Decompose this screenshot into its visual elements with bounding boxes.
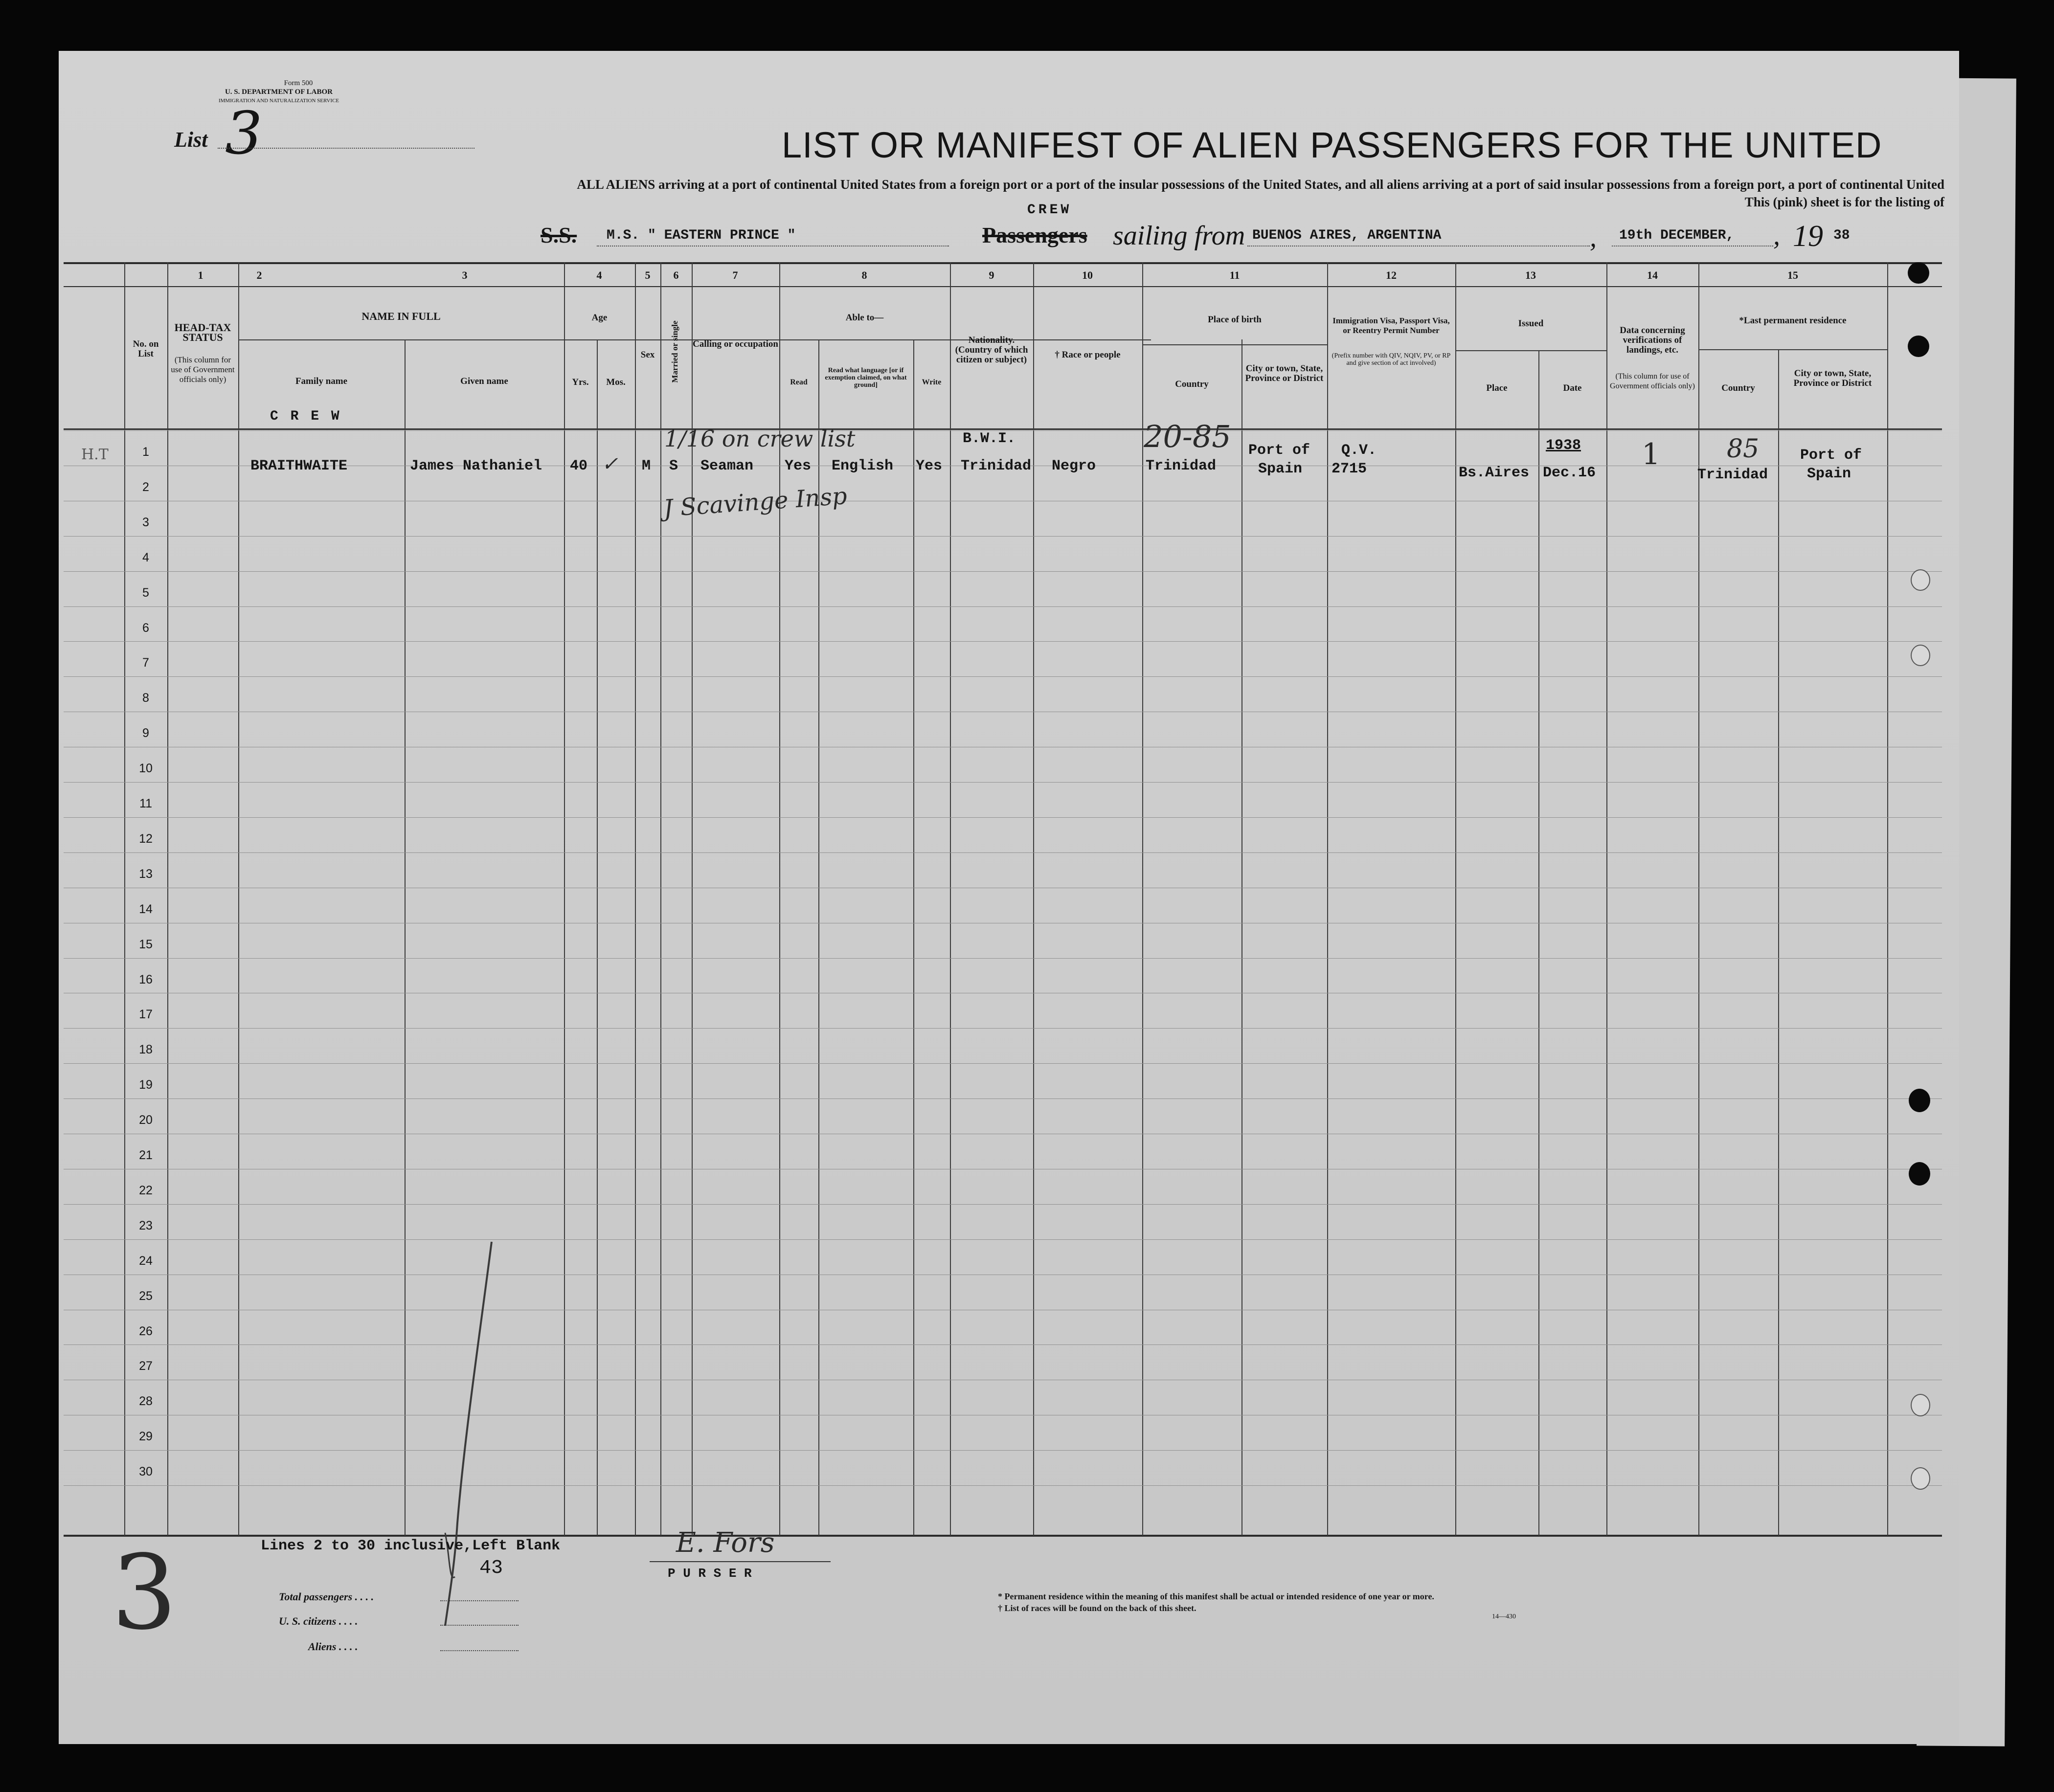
- entry-language: English: [832, 458, 894, 474]
- column-number: 15: [1787, 269, 1798, 281]
- row-number: 29: [139, 1430, 153, 1444]
- year-prefix: 19: [1793, 220, 1823, 253]
- column-number: 10: [1082, 269, 1093, 281]
- total-passengers-label: Total passengers . . . .: [279, 1590, 374, 1603]
- col-divider-13b: [1538, 350, 1539, 1536]
- row-number: 30: [139, 1465, 153, 1479]
- row-rule: [64, 817, 1942, 818]
- entry-sex: M: [642, 458, 651, 474]
- table-top-border: [64, 262, 1942, 264]
- hdr-issued-place: Place: [1486, 383, 1508, 393]
- purser-signature: E. Fors: [676, 1527, 775, 1559]
- us-citizens-line: [440, 1625, 519, 1626]
- hdr-visa: Immigration Visa, Passport Visa, or Reentry Permit Number: [1332, 316, 1450, 335]
- hdr-sex: Sex: [640, 350, 655, 360]
- entry-race: Negro: [1052, 458, 1096, 474]
- column-number: 13: [1525, 269, 1536, 281]
- hdr-married: Married or single: [670, 320, 679, 383]
- vessel-name: M.S. " EASTERN PRINCE ": [607, 228, 796, 243]
- row-number: 5: [142, 585, 149, 600]
- row-rule: [64, 1239, 1942, 1240]
- row-rule: [64, 1063, 1942, 1064]
- column-number: 5: [645, 269, 651, 281]
- manifest-subtitle: ALL ALIENS arriving at a port of continental United States from a foreign port or a port of the insular possessions of the United States, and all aliens arriving at a port of said insular possessions from a foreign port, a port of continental United: [577, 177, 1944, 192]
- entry-write: Yes: [916, 458, 943, 474]
- list-number-line: [218, 147, 474, 149]
- row-number: 17: [139, 1008, 153, 1022]
- colnum-row-border: [64, 286, 1942, 287]
- hdr-calling: Calling or occupation: [693, 339, 778, 349]
- hdr-residence-country: Country: [1721, 383, 1755, 393]
- entry-residence-city-2: Spain: [1807, 466, 1851, 482]
- column-number: 14: [1647, 269, 1658, 281]
- punch-hole-4: [1911, 645, 1930, 666]
- hdr-head-tax: HEAD-TAX STATUS: [174, 321, 231, 343]
- list-label: List: [174, 128, 208, 152]
- row-number: 9: [142, 726, 149, 740]
- col-divider-4b: [597, 339, 598, 1536]
- hdr-last-residence: *Last permanent residence: [1739, 315, 1847, 326]
- row-number: 25: [139, 1289, 153, 1303]
- row-number: 21: [139, 1148, 153, 1162]
- note-races: † List of races will be found on the back of this sheet.: [998, 1603, 1196, 1613]
- row-rule: [64, 1344, 1942, 1345]
- table-bottom-border: [64, 1535, 1942, 1537]
- row-rule: [64, 676, 1942, 677]
- vessel-prefix-struck: S.S.: [541, 223, 577, 247]
- hdr-mos: Mos.: [606, 377, 626, 387]
- entry-residence-city-1: Port of: [1800, 447, 1862, 464]
- hdr-read: Read: [790, 378, 808, 386]
- column-number: 2: [256, 269, 262, 281]
- hdr-name-in-full: NAME IN FULL: [361, 310, 441, 322]
- punch-hole-6: [1909, 1162, 1930, 1186]
- punch-hole-3: [1911, 569, 1930, 591]
- hdr-issued-date: Date: [1563, 383, 1582, 393]
- row-number: 7: [142, 656, 149, 670]
- row-number: 3: [142, 515, 149, 529]
- inspector-note: J Scavinge Insp: [662, 482, 848, 523]
- entry-age-yrs: 40: [570, 458, 588, 474]
- passengers-struck: Passengers: [982, 223, 1087, 247]
- row-number: 18: [139, 1043, 153, 1057]
- entry-issued-year: 1938: [1546, 437, 1581, 454]
- column-number: 7: [732, 269, 738, 281]
- column-number: 6: [673, 269, 679, 281]
- punch-hole-5: [1909, 1089, 1930, 1112]
- hdr-write: Write: [922, 378, 942, 386]
- row-number: 22: [139, 1183, 153, 1197]
- us-citizens-label: U. S. citizens . . . .: [279, 1615, 358, 1627]
- row-number: 15: [139, 937, 153, 951]
- entry-visa-2: 2715: [1332, 461, 1367, 477]
- punch-hole-1: [1908, 262, 1929, 284]
- entry-birth-city-1: Port of: [1248, 442, 1310, 459]
- row-number: 28: [139, 1394, 153, 1409]
- column-number: 9: [989, 269, 994, 281]
- punch-hole-2: [1908, 336, 1929, 357]
- row-rule: [64, 782, 1942, 783]
- column-number: 1: [198, 269, 203, 281]
- hdr-birth-country: Country: [1175, 379, 1209, 389]
- hdr-residence-city: City or town, State, Province or District: [1793, 368, 1872, 388]
- manifest-subtitle-2: This (pink) sheet is for the listing of: [1744, 195, 1944, 209]
- column-number: 3: [462, 269, 468, 281]
- row-number: 23: [139, 1218, 153, 1232]
- row-rule: [64, 1028, 1942, 1029]
- row-number: 6: [142, 621, 149, 635]
- hdr-race: † Race or people: [1055, 350, 1121, 360]
- row-number: 19: [139, 1078, 153, 1092]
- department-label: U. S. DEPARTMENT OF LABOR: [225, 88, 333, 96]
- entry-nationality-1: B.W.I.: [963, 430, 1016, 447]
- entry-marital: S: [669, 458, 678, 474]
- row-number: 10: [139, 762, 153, 776]
- aliens-label: Aliens . . . .: [308, 1640, 358, 1653]
- column-number: 8: [861, 269, 867, 281]
- row-number: 27: [139, 1359, 153, 1373]
- entry-visa-1: Q.V.: [1341, 442, 1377, 459]
- blank-lines-note: Lines 2 to 30 inclusive,Left Blank: [261, 1538, 561, 1554]
- entry-family-name: BRAITHWAITE: [250, 458, 348, 474]
- row-rule: [64, 958, 1942, 959]
- purser-label: P U R S E R: [668, 1566, 752, 1581]
- entry-given-name: James Nathaniel: [410, 458, 542, 474]
- subheader-line-issued: [1455, 350, 1606, 351]
- manifest-sheet: [59, 51, 1959, 1744]
- margin-ht-mark: H.T: [81, 446, 109, 463]
- aliens-line: [440, 1650, 519, 1651]
- birth-code: 20-85: [1144, 419, 1231, 454]
- hdr-read-language: Read what language [or if exemption claimed, on what ground]: [825, 367, 907, 389]
- hdr-visa-note: (Prefix number with QIV, NQIV, PV, or RP and give section of act involved): [1332, 352, 1451, 367]
- form-number: Form 500: [284, 79, 313, 87]
- hdr-issued: Issued: [1518, 318, 1544, 329]
- subheader-line-able: [779, 339, 950, 340]
- row-number: 24: [139, 1254, 153, 1268]
- hdr-family-name: Family name: [295, 376, 348, 386]
- header-bottom-border: [64, 428, 1942, 430]
- hdr-age: Age: [591, 313, 608, 323]
- entry-issued-place: Bs.Aires: [1459, 465, 1530, 481]
- row-rule: [64, 1098, 1942, 1099]
- sailing-from-label: sailing from: [1113, 221, 1245, 251]
- residence-code: 85: [1727, 434, 1760, 464]
- col-divider-15b: [1778, 349, 1779, 1536]
- column-number: 11: [1229, 269, 1240, 281]
- crew-overwrite: CREW: [1027, 202, 1072, 218]
- hdr-given-name: Given name: [460, 376, 508, 386]
- entry-residence-country: Trinidad: [1697, 467, 1768, 483]
- hdr-able-to: Able to—: [845, 313, 884, 323]
- service-label: IMMIGRATION AND NATURALIZATION SERVICE: [218, 98, 339, 104]
- crew-list-note: 1/16 on crew list: [664, 426, 856, 452]
- row-number: 2: [142, 480, 149, 494]
- crew-section-label: C R E W: [270, 409, 341, 424]
- row-number: 1: [142, 445, 149, 459]
- hdr-data-note: (This column for use of Government officials only): [1610, 372, 1695, 390]
- column-number: 12: [1386, 269, 1397, 281]
- row-number: 26: [139, 1324, 153, 1338]
- row-rule: [64, 1485, 1942, 1486]
- row-number: 4: [142, 550, 149, 564]
- comma-2: ,: [1773, 221, 1780, 251]
- count-43: 43: [479, 1557, 503, 1579]
- row-number: 14: [139, 902, 153, 916]
- total-passengers-line: [440, 1600, 519, 1601]
- note-residence: * Permanent residence within the meaning of this manifest shall be actual or intended residence of one year or more.: [998, 1591, 1434, 1601]
- print-code: 14—430: [1492, 1613, 1516, 1620]
- row-number: 8: [142, 691, 149, 705]
- pencil-stroke: [435, 1239, 504, 1631]
- punch-hole-8: [1911, 1467, 1930, 1490]
- row-rule: [64, 1204, 1942, 1205]
- col-divider-8b: [818, 339, 819, 1536]
- subheader-line-birth: [1142, 344, 1327, 345]
- year-suffix: 38: [1833, 228, 1850, 243]
- purser-line: [650, 1561, 831, 1562]
- col-divider-11b: [1241, 339, 1242, 1536]
- row-number: 13: [139, 867, 153, 881]
- hdr-place-of-birth: Place of birth: [1208, 314, 1262, 325]
- col-divider-3b: [405, 339, 406, 1536]
- hdr-yrs: Yrs.: [572, 377, 589, 387]
- row-rule: [64, 571, 1942, 572]
- column-number: 4: [596, 269, 602, 281]
- subheader-line-residence: [1698, 349, 1887, 350]
- hdr-no-on-list: No. on List: [133, 339, 159, 359]
- row-rule: [64, 536, 1942, 537]
- hdr-data-concerning: Data concerning verifications of landings, etc.: [1620, 325, 1685, 355]
- entry-nationality-2: Trinidad: [961, 458, 1032, 474]
- verification-tick: 1: [1642, 437, 1661, 471]
- entry-birth-country: Trinidad: [1146, 458, 1217, 474]
- row-number: 11: [139, 797, 152, 810]
- col-divider-8c: [913, 339, 914, 1536]
- row-number: 20: [139, 1113, 153, 1127]
- age-check-mark: ✓: [602, 453, 618, 475]
- hdr-head-tax-note: (This column for use of Government officials only): [171, 355, 235, 384]
- row-rule: [64, 606, 1942, 607]
- punch-hole-7: [1911, 1394, 1930, 1416]
- row-rule: [64, 641, 1942, 642]
- hdr-nationality: Nationality. (Country of which citizen or subject): [955, 335, 1028, 365]
- row-number: 16: [139, 972, 153, 986]
- row-rule: [64, 852, 1942, 853]
- entry-read: Yes: [785, 458, 812, 474]
- departure-port: BUENOS AIRES, ARGENTINA: [1252, 228, 1442, 243]
- entry-birth-city-2: Spain: [1258, 461, 1303, 477]
- manifest-title: LIST OR MANIFEST OF ALIEN PASSENGERS FOR THE UNITED: [782, 125, 1882, 165]
- hdr-birth-city: City or town, State, Province or District: [1245, 363, 1324, 383]
- comma-1: ,: [1590, 223, 1597, 253]
- row-rule: [64, 1450, 1942, 1451]
- entry-occupation: Seaman: [700, 458, 754, 474]
- margin-big-3: 3: [112, 1533, 177, 1653]
- entry-issued-date: Dec.16: [1543, 465, 1596, 481]
- row-number: 12: [139, 831, 153, 846]
- list-number: 3: [225, 100, 263, 168]
- departure-date: 19th DECEMBER,: [1619, 228, 1735, 243]
